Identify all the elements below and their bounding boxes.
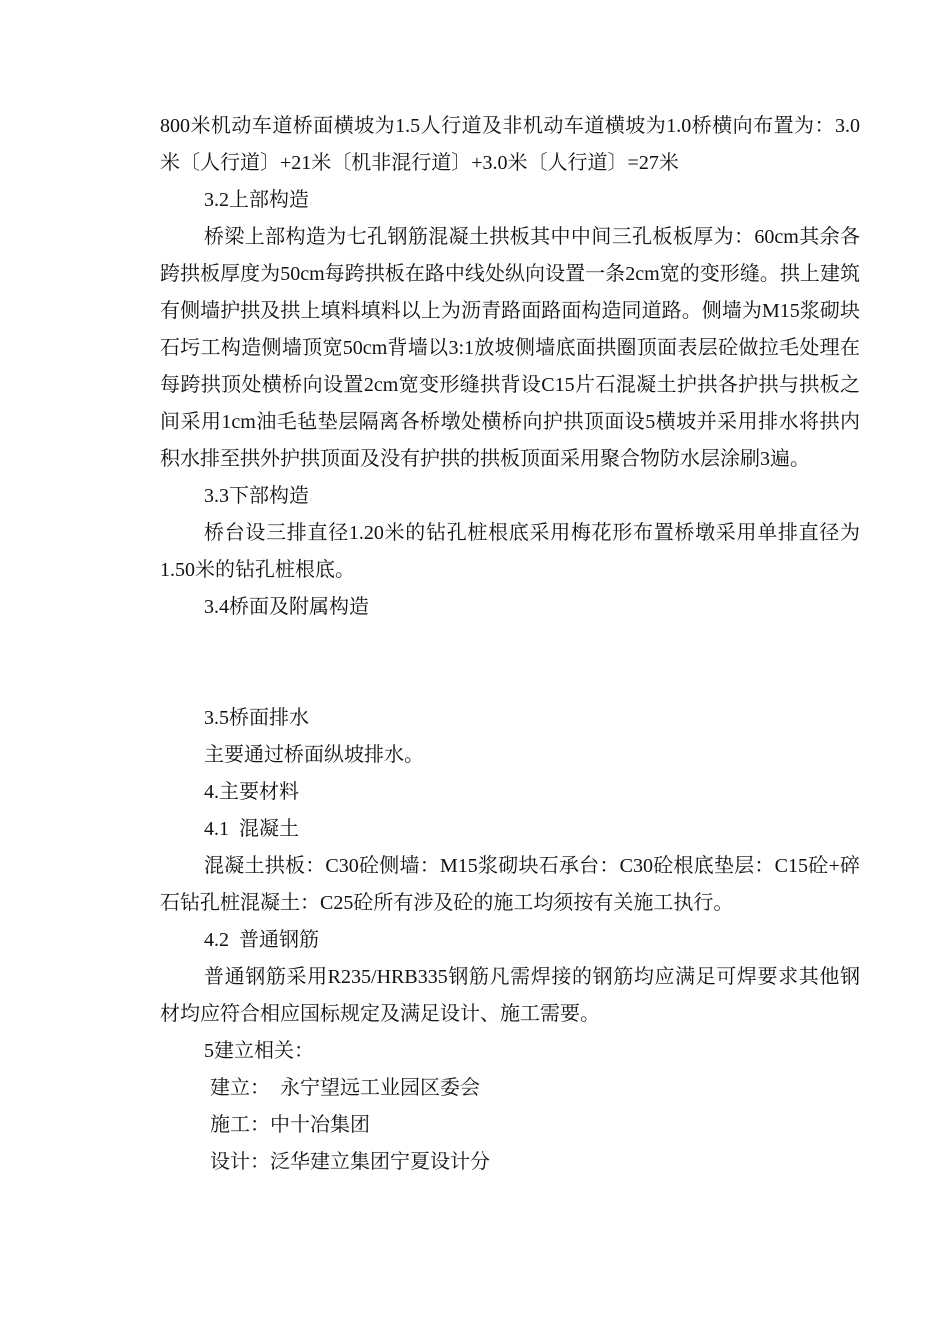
heading-3-5: 3.5桥面排水 [204, 707, 309, 729]
paragraph-3-3: 桥台设三排直径1.20米的钻孔桩根底采用梅花形布置桥墩采用单排直径为1.50米的钻孔桩根底。 [160, 522, 860, 581]
party-build: 建立： 永宁望远工业园区委会 [210, 1077, 480, 1099]
document-body [160, 108, 860, 1181]
paragraph-4-1: 混凝土拱板：C30砼侧墙：M15浆砌块石承台：C30砼根底垫层：C15砼+碎石钻孔桩混凝土：C25砼所有涉及砼的施工均须按有关施工执行。 [160, 855, 860, 914]
paragraph-3-5: 主要通过桥面纵坡排水。 [204, 744, 424, 766]
party-design: 设计：泛华建立集团宁夏设计分 [210, 1151, 490, 1173]
paragraph-4-2: 普通钢筋采用R235/HRB335钢筋凡需焊接的钢筋均应满足可焊要求其他钢材均应符合相应国标规定及满足设计、施工需要。 [160, 966, 860, 1025]
heading-3-2: 3.2上部构造 [204, 189, 309, 211]
heading-3-4: 3.4桥面及附属构造 [204, 596, 369, 618]
heading-5: 5建立相关： [204, 1040, 314, 1062]
party-construct: 施工：中十冶集团 [210, 1114, 370, 1136]
blank-space [160, 626, 860, 700]
heading-4: 4.主要材料 [204, 781, 299, 803]
heading-4-1: 4.1 混凝土 [204, 818, 299, 840]
heading-3-3: 3.3下部构造 [204, 485, 309, 507]
paragraph-3-2: 桥梁上部构造为七孔钢筋混凝土拱板其中中间三孔板板厚为：60cm其余各跨拱板厚度为50cm每跨拱板在路中线处纵向设置一条2cm宽的变形缝。拱上建筑有侧墙护拱及拱上填料填料以上为沥青路面路面构造同道路。侧墙为M15浆砌块石圬工构造侧墙顶宽50cm背墙以3:1放坡侧墙底面拱圈顶面表层砼做拉毛处理在每跨拱顶处横桥向设置2cm宽变形缝拱背设C15片石混凝土护拱各护拱与拱板之间采用1cm油毛毡垫层隔离各桥墩处横桥向护拱顶面设5横坡并采用排水将拱内积水排至拱外护拱顶面及没有护拱的拱板顶面采用聚合物防水层涂刷3遍。 [160, 226, 860, 470]
heading-4-2: 4.2 普通钢筋 [204, 929, 319, 951]
paragraph-intro: 800米机动车道桥面横坡为1.5人行道及非机动车道横坡为1.0桥横向布置为：3.0米〔人行道〕+21米〔机非混行道〕+3.0米〔人行道〕=27米 [160, 115, 860, 174]
